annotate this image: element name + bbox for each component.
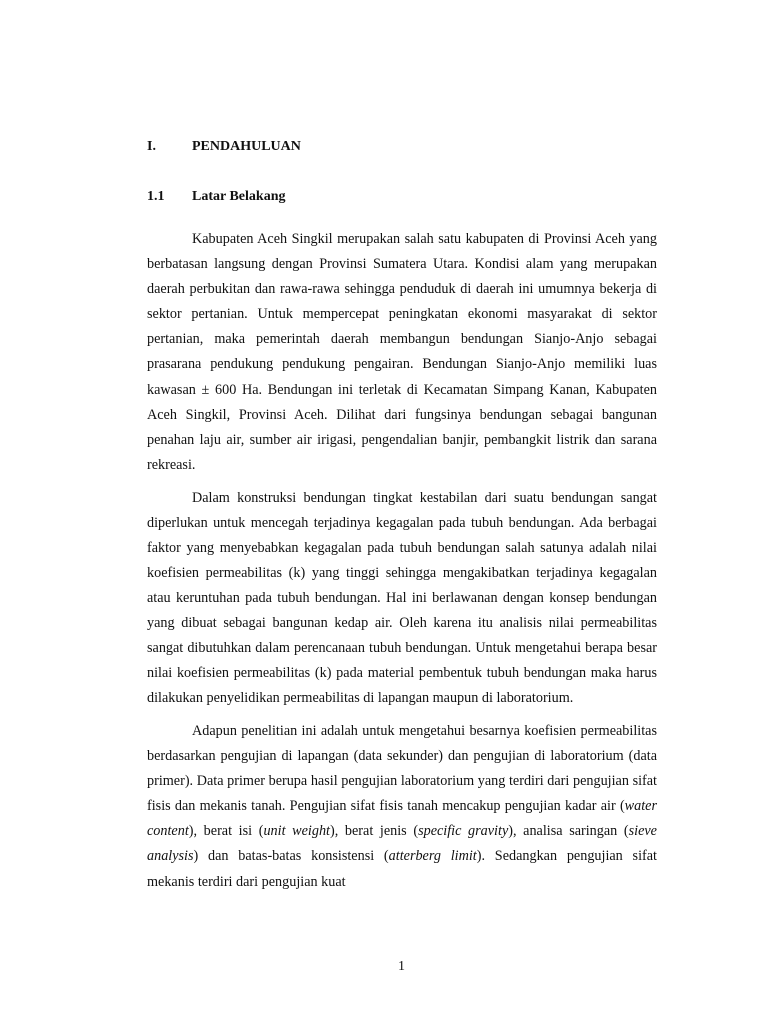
term-sieve-analysis: sieve analysis <box>147 823 657 865</box>
paragraph-3-text: ), analisa saringan ( <box>508 823 629 840</box>
term-atterberg-limit: atterberg limit <box>388 848 477 865</box>
paragraph-3-text: ) dan batas-batas konsistensi ( <box>193 848 389 865</box>
paragraph-3-text: Adapun penelitian ini adalah untuk mengetahui besarnya koefisien permeabilitas berdasarkan pengujian di lapangan (data sekunder) dan pengujian di laboratorium (data primer). Data primer berupa hasil pengujian laboratorium yang terdiri dari pengujian sifat fisis dan mekanis tanah. Pengujian sifat fisis tanah mencakup pengujian kadar air ( <box>147 722 657 815</box>
subsection-number: 1.1 <box>147 189 165 204</box>
section-title: PENDAHULUAN <box>192 139 301 154</box>
body-text <box>147 227 657 895</box>
paragraph-3-text: ), berat jenis ( <box>330 823 419 840</box>
section-number: I. <box>147 139 156 154</box>
subsection-heading <box>147 188 285 206</box>
paragraph-2: Dalam konstruksi bendungan tingkat kestabilan dari suatu bendungan sangat diperlukan untuk mencegah terjadinya kegagalan pada tubuh bendungan. Ada berbagai faktor yang menyebabkan kegagalan pada tubuh bendungan salah satunya adalah nilai koefisien permeabilitas (k) yang tinggi sehingga mengakibatkan terjadinya kegagalan atau keruntuhan pada tubuh bendungan. Hal ini berlawanan dengan konsep bendungan yang dibuat sebagai bangunan kedap air. Oleh karena itu analisis nilai permeabilitas sangat dibutuhkan dalam perencanaan tubuh bendungan. Untuk mengetahui berapa besar nilai koefisien permeabilitas (k) pada material pembentuk tubuh bendungan maka harus dilakukan penyelidikan permeabilitas di lapangan maupun di laboratorium. <box>147 489 657 707</box>
paragraph-3-text: ). Sedangkan pengujian sifat mekanis terdiri dari pengujian kuat <box>147 848 657 890</box>
term-water-content: water content <box>147 798 657 840</box>
page-number: 1 <box>398 959 405 974</box>
subsection-title: Latar Belakang <box>192 189 286 204</box>
term-unit-weight: unit weight <box>263 823 330 840</box>
paragraph-1: Kabupaten Aceh Singkil merupakan salah satu kabupaten di Provinsi Aceh yang berbatasan langsung dengan Provinsi Sumatera Utara. Kondisi alam yang merupakan daerah perbukitan dan rawa-rawa sehingga penduduk di daerah ini umumnya bekerja di sektor pertanian. Untuk mempercepat peningkatan ekonomi masyarakat di sektor pertanian, maka pemerintah daerah membangun bendungan Sianjo-Anjo sebagai prasarana pendukung pendukung pengairan. Bendungan Sianjo-Anjo memiliki luas kawasan ± 600 Ha. Bendungan ini terletak di Kecamatan Simpang Kanan, Kabupaten Aceh Singkil, Provinsi Aceh. Dilihat dari fungsinya bendungan sebagai bangunan penahan laju air, sumber air irigasi, pengendalian banjir, pembangkit listrik dan sarana rekreasi. <box>147 231 657 473</box>
paragraph-3 <box>147 719 657 895</box>
term-specific-gravity: specific gravity <box>418 823 509 840</box>
section-heading <box>147 138 301 156</box>
paragraph-3-text: ), berat isi ( <box>188 823 264 840</box>
